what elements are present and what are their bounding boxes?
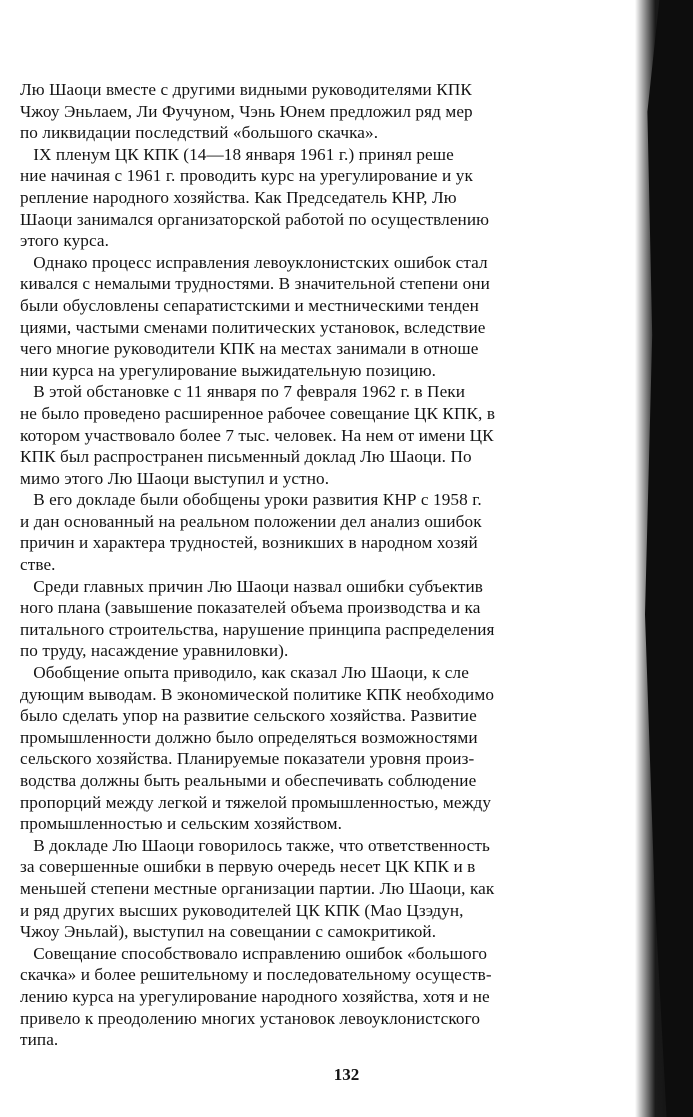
text-line: Чжоу Эньлаем, Ли Фучуном, Чэнь Юнем предложил ряд мер <box>20 101 473 121</box>
text-line: Среди главных причин Лю Шаоци назвал ошибки субъектив <box>20 576 484 596</box>
text-line: Однако процесс исправления левоуклонистских ошибок стал <box>20 252 488 272</box>
text-line: скачка» и более решительному и последовательному осуществ- <box>20 965 492 985</box>
text-line: мимо этого Лю Шаоци выступил и устно. <box>20 468 330 488</box>
text-line: были обусловлены сепаратистскими и местническими тенден <box>20 295 479 315</box>
text-line: за совершенные ошибки в первую очередь несет ЦК КПК и в <box>20 857 476 877</box>
text-line: В его докладе были обобщены уроки развития КНР с 1958 г. <box>20 490 482 510</box>
text-line: по ликвидации последствий «большого скачка». <box>20 123 379 143</box>
page-number: 132 <box>333 1065 360 1084</box>
text-line: нии курса на урегулирование выжидательную позицию. <box>20 360 437 380</box>
text-line: причин и характера трудностей, возникших в народном хозяй <box>20 533 478 553</box>
text-line: чего многие руководители КПК на местах занимали в отноше <box>20 339 479 359</box>
text-line: сельского хозяйства. Планируемые показатели уровня произ- <box>20 749 475 769</box>
text-line: ного плана (завышение показателей объема производства и ка <box>20 598 481 618</box>
text-line: типа. <box>20 1030 59 1050</box>
text-line: этого курса. <box>20 231 110 251</box>
text-line: и ряд других высших руководителей ЦК КПК (Мао Цзэдун, <box>20 900 464 920</box>
text-line: стве. <box>20 555 56 575</box>
text-line: Чжоу Эньлай), выступил на совещании с самокритикой. <box>20 922 437 942</box>
text-line: Лю Шаоци вместе с другими видными руководителями КПК <box>20 80 472 99</box>
text-line: IX пленум ЦК КПК (14—18 января 1961 г.) принял реше <box>20 144 454 164</box>
text-line: водства должны быть реальными и обеспечивать соблюдение <box>20 771 477 790</box>
text-line: лению курса на урегулирование народного хозяйства, хотя и не <box>20 986 490 1006</box>
text-line: дующим выводам. В экономической политике КПК необходимо <box>20 684 495 704</box>
text-line: пропорций между легкой и тяжелой промышленностью, между <box>20 792 492 812</box>
text-line: котором участвовало более 7 тыс. человек. На нем от имени ЦК <box>20 425 494 445</box>
text-line: ние начиная с 1961 г. проводить курс на урегулирование и ук <box>20 166 473 186</box>
text-line: по труду, насаждение уравниловки). <box>20 641 289 661</box>
text-line: Обобщение опыта приводило, как сказал Лю Шаоци, к сле <box>20 663 469 683</box>
text-line: было сделать упор на развитие сельского хозяйства. Развитие <box>20 706 477 726</box>
text-line: Совещание способствовало исправлению ошибок «большого <box>20 943 488 963</box>
text-line: кивался с немалыми трудностями. В значительной степени они <box>20 274 490 294</box>
text-line: питального строительства, нарушение принципа распределения <box>20 619 495 639</box>
text-line: не было проведено расширенное рабочее совещание ЦК КПК, в <box>20 403 496 423</box>
text-line: КПК был распространен письменный доклад Лю Шаоци. По <box>20 447 472 467</box>
body-text <box>20 79 630 1051</box>
text-line: циями, частыми сменами политических установок, вследствие <box>20 317 486 337</box>
text-line: Шаоци занимался организаторской работой по осуществлению <box>20 209 490 229</box>
text-line: привело к преодолению многих установок левоуклонистского <box>20 1008 481 1028</box>
text-line: репление народного хозяйства. Как Председатель КНР, Лю <box>20 187 457 207</box>
text-line: В докладе Лю Шаоци говорилось также, что ответственность <box>20 835 490 855</box>
text-line: меньшей степени местные организации партии. Лю Шаоци, как <box>20 878 495 898</box>
text-line: промышленности должно было определяться возможностями <box>20 727 478 747</box>
page-binding-shadow <box>635 0 693 1117</box>
text-line: промышленностью и сельским хозяйством. <box>20 814 342 834</box>
text-line: и дан основанный на реальном положении дел анализ ошибок <box>20 511 482 531</box>
text-line: В этой обстановке с 11 января по 7 февраля 1962 г. в Пеки <box>20 382 466 402</box>
